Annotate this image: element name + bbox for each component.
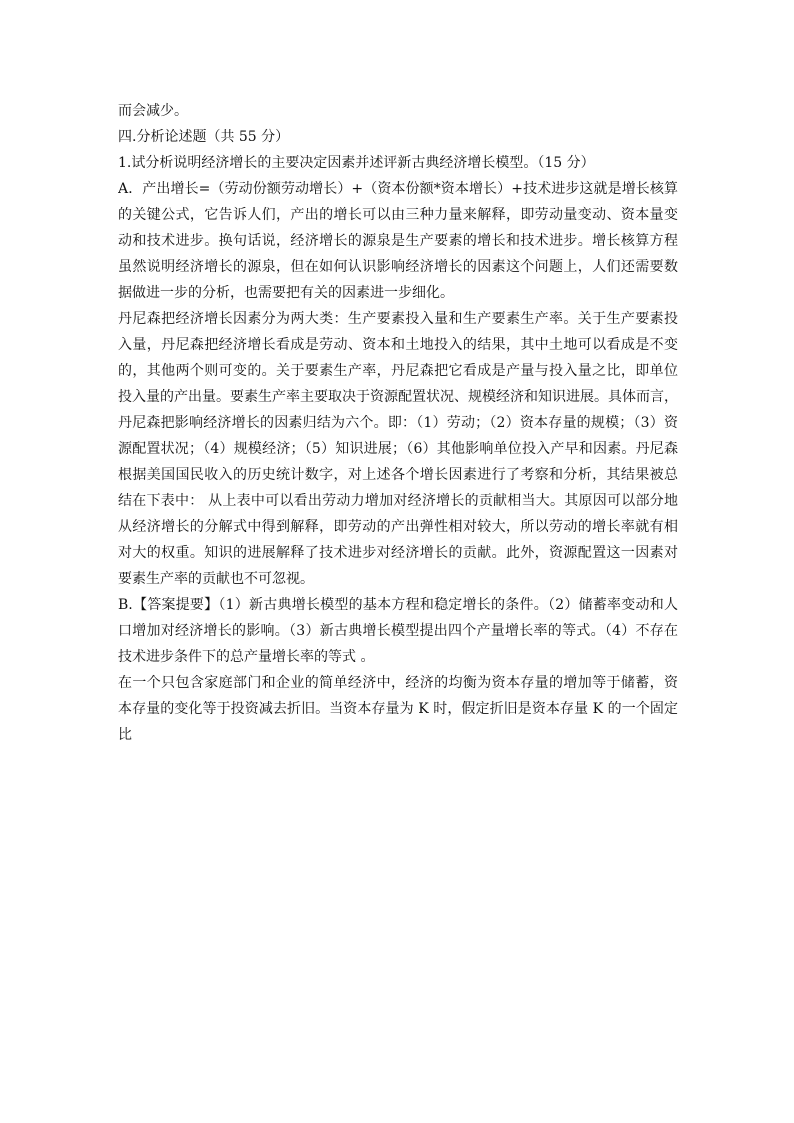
text-line: 投入量的产出量。要素生产率主要取决于资源配置状况、规模经济和知识进展。具体而言， [118, 389, 678, 405]
text-line: 的，其他两个则可变的。关于要素生产率，丹尼森把它看成是产量与投入量之比，即单位 [118, 363, 678, 379]
document-body [118, 98, 678, 748]
text-line: 据做进一步的分析，也需要把有关的因素进一步细化。 [118, 285, 454, 301]
text-line: 而会减少。 [118, 103, 188, 119]
text-line: 入量，丹尼森把经济增长看成是劳动、资本和土地投入的结果，其中土地可以看成是不变 [118, 337, 678, 353]
text-line: 丹尼森把影响经济增长的因素归结为六个。即：（1）劳动；（2）资本存量的规模；（3）资 [118, 415, 678, 431]
text-line: A．产出增长=（劳动份额劳动增长）+（资本份额*资本增长）+技术进步这就是增长核算 [118, 181, 678, 197]
text-line: 对大的权重。知识的进展解释了技术进步对经济增长的贡献。此外，资源配置这一因素对 [118, 545, 678, 561]
text-line: 技术进步条件下的总产量增长率的等式 。 [118, 649, 375, 665]
text-line: 虽然说明经济增长的源泉，但在如何认识影响经济增长的因素这个问题上，人们还需要数 [118, 259, 678, 275]
section-heading: 四.分析论述题（共 55 分） [118, 129, 290, 145]
text-line: 动和技术进步。换句话说，经济增长的源泉是生产要素的增长和技术进步。增长核算方程 [118, 233, 678, 249]
question-title: 1.试分析说明经济增长的主要决定因素并述评新古典经济增长模型。（15 分） [118, 155, 595, 171]
text-line: 口增加对经济增长的影响。（3）新古典增长模型提出四个产量增长率的等式。（4）不存在 [118, 623, 678, 639]
text-line: 根据美国国民收入的历史统计数字，对上述各个增长因素进行了考察和分析，其结果被总 [118, 467, 678, 483]
text-line: 的关键公式，它告诉人们，产出的增长可以由三种力量来解释，即劳动量变动、资本量变 [118, 207, 678, 223]
text-line: 从经济增长的分解式中得到解释，即劳动的产出弹性相对较大，所以劳动的增长率就有相 [118, 519, 678, 535]
text-line: 结在下表中： 从上表中可以看出劳动力增加对经济增长的贡献相当大。其原因可以部分地 [118, 493, 678, 509]
text-line: 要素生产率的贡献也不可忽视。 [118, 571, 314, 587]
text-line: 在一个只包含家庭部门和企业的简单经济中，经济的均衡为资本存量的增加等于储蓄，资 [118, 675, 678, 691]
text-line: 丹尼森把经济增长因素分为两大类：生产要素投入量和生产要素生产率。关于生产要素投 [118, 311, 678, 327]
text-line: B.【答案提要】（1）新古典增长模型的基本方程和稳定增长的条件。（2）储蓄率变动和人 [118, 597, 678, 613]
text-line: 本存量的变化等于投资减去折旧。当资本存量为 K 时，假定折旧是资本存量 K 的一个固定 [118, 701, 678, 717]
text-line: 源配置状况；（4）规模经济；（5）知识进展；（6）其他影响单位投入产早和因素。丹尼森 [118, 441, 678, 457]
text-line: 比 [118, 727, 132, 743]
